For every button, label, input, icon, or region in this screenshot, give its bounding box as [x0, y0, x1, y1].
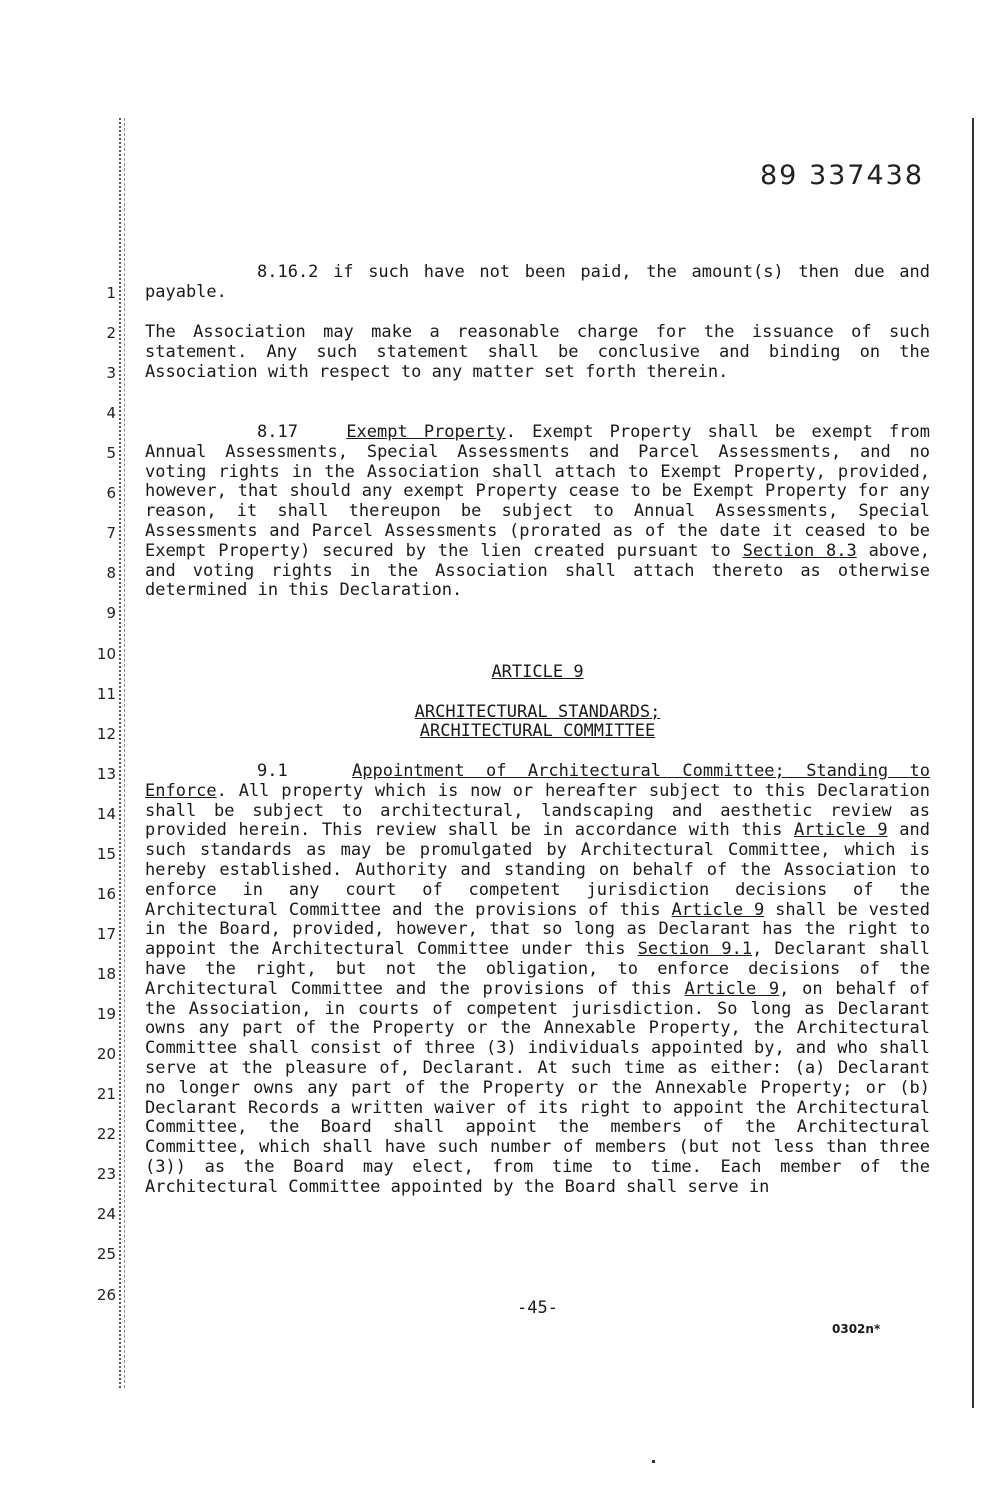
line-number: 14: [96, 805, 116, 823]
line-number: 12: [96, 725, 116, 743]
line-number: 23: [96, 1165, 116, 1183]
line-number: 6: [106, 484, 116, 502]
section-number: 9.1: [257, 761, 288, 781]
line-number: 22: [96, 1125, 116, 1143]
line-number: 11: [96, 685, 116, 703]
section-heading: Appointment of Architectural Committee; Standing to Enforce: [145, 761, 930, 801]
paragraph-9-1: 9.1 Appointment of Architectural Committee; Standing to Enforce. All property which is now or hereafter subject to this Declaration shall be subject to architectural, landscaping and aesthetic review as provided herein. This review shall be in accordance with this Article 9 and such standards as may be promulgated by Architectural Committee, which is hereby established. Authority and standing on behalf of the Association to enforce in any court of competent jurisdiction decisions of the Architectural Committee and the provisions of this Article 9 shall be vested in the Board, provided, however, that so long as Declarant has the right to appoint the Architectural Committee under this Section 9.1, Declarant shall have the right, but not the obligation, to enforce decisions of the Architectural Committee and the provisions of this Article 9, on behalf of the Association, in courts of competent jurisdiction. So long as Declarant owns any part of the Property or the Annexable Property, the Architectural Committee shall consist of three (3) individuals appointed by, and who shall serve at the pleasure of, Declarant. At such time as either: (a) Declarant no longer owns any part of the Property or the Annexable Property; or (b) Declarant Records a written waiver of its right to appoint the Architectural Committee, the Board shall appoint the members of the Architectural Committee, which shall have such number of members (but not less than three (3)) as the Board may elect, from time to time. Each member of the Architectural Committee appointed by the Board shall serve in: [145, 761, 930, 1197]
section-reference: Article 9: [794, 820, 888, 841]
article-title: ARTICLE 9: [491, 662, 584, 682]
line-number: 19: [96, 1005, 116, 1023]
line-number: 24: [96, 1205, 116, 1223]
line-number: 20: [96, 1045, 116, 1063]
left-margin-rule: [119, 118, 121, 1388]
section-text: All property which is now or hereafter subject to this Declaration shall be subject to architectural, landscaping and aesthetic review as provided herein. This review shall be in accordance with this: [145, 780, 930, 841]
left-margin-rule-secondary: [124, 118, 125, 1388]
section-text: , on behalf of the Association, in courts of competent jurisdiction. So long as Declarant owns any part of the Property or the Annexable Property, the Architectural Committee shall consist of three (3) individuals appointed by, and who shall serve at the pleasure of, Declarant. At such time as either: (a) Declarant no longer owns any part of the Property or the Annexable Property; or (b) Declarant Records a written waiver of its right to appoint the Architectural Committee, the Board shall appoint the members of the Architectural Committee, which shall have such number of members (but not less than three (3)) as the Board may elect, from time to time. Each member of the Architectural Committee appointed by the Board shall serve in: [145, 978, 930, 1197]
article-subtitle: ARCHITECTURAL STANDARDS;: [414, 702, 661, 722]
line-number: 18: [96, 965, 116, 983]
line-number: 13: [96, 765, 116, 783]
section-text: above, and voting rights in the Association shall attach thereto as otherwise determined in this Declaration.: [145, 540, 930, 601]
line-number: 3: [106, 364, 116, 382]
section-text: , Declarant shall have the right, but not the obligation, to enforce decisions of the Architectural Committee and the provisions of this: [145, 939, 930, 999]
article-subtitle: ARCHITECTURAL COMMITTEE: [419, 721, 656, 741]
section-text: Exempt Property shall be exempt from Annual Assessments, Special Assessments and Parcel Assessments, and no voting rights in the Association shall attach to Exempt Property, provided, however, that should any exempt Property cease to be Exempt Property for any reason, it shall thereupon be subject to Annual Assessments, Special Assessments and Parcel Assessments (prorated as of the date it ceased to be Exempt Property) secured by the lien created pursuant to: [145, 422, 930, 561]
footer-code: 0302n*: [832, 1322, 881, 1336]
scan-speck: [652, 1460, 655, 1463]
line-number: 17: [96, 925, 116, 943]
line-number: 7: [106, 524, 116, 542]
section-number: 8.17: [257, 422, 298, 442]
section-heading: Exempt Property: [346, 422, 506, 442]
document-number: 89 337438: [760, 160, 925, 191]
paragraph-statement: The Association may make a reasonable charge for the issuance of such statement. Any such statement shall be conclusive and binding on the Association with respect to any matter set forth therein.: [145, 322, 930, 382]
line-number: 25: [96, 1245, 116, 1263]
line-number: 26: [96, 1286, 116, 1304]
line-number: 1: [106, 284, 116, 302]
section-reference: Section 8.3: [742, 540, 857, 561]
line-number: 9: [106, 604, 116, 622]
line-number: 10: [96, 645, 116, 663]
right-margin-rule: [972, 118, 974, 1408]
line-number: 15: [96, 845, 116, 863]
line-number: 2: [106, 324, 116, 342]
line-number: 5: [106, 444, 116, 462]
line-number: 8: [106, 564, 116, 582]
section-text: and such standards as may be promulgated by Architectural Committee, which is hereby established. Authority and standing on behalf of the Association to enforce in any court of competent jurisdiction decisions of the Architectural Committee and the provisions of this: [145, 820, 930, 920]
paragraph-8-17: 8.17 Exempt Property. Exempt Property shall be exempt from Annual Assessments, Special Assessments and Parcel Assessments, and no voting rights in the Association shall attach to Exempt Property, provided, however, that should any exempt Property cease to be Exempt Property for any reason, it shall thereupon be subject to Annual Assessments, Special Assessments and Parcel Assessments (prorated as of the date it ceased to be Exempt Property) secured by the lien created pursuant to Section 8.3 above, and voting rights in the Association shall attach thereto as otherwise determined in this Declaration.: [145, 422, 930, 601]
section-reference: Article 9: [671, 899, 765, 920]
section-text: shall be vested in the Board, provided, however, that so long as Declarant has the right to appoint the Architectural Committee under this: [145, 899, 930, 960]
page-number: -45-: [517, 1298, 558, 1318]
section-reference: Article 9: [684, 978, 780, 999]
line-number: 4: [106, 404, 116, 422]
line-number: 21: [96, 1085, 116, 1103]
paragraph-8-16-2: 8.16.2 if such have not been paid, the amount(s) then due and payable.: [145, 262, 930, 302]
line-number: 16: [96, 885, 116, 903]
section-reference: Section 9.1: [637, 939, 753, 960]
